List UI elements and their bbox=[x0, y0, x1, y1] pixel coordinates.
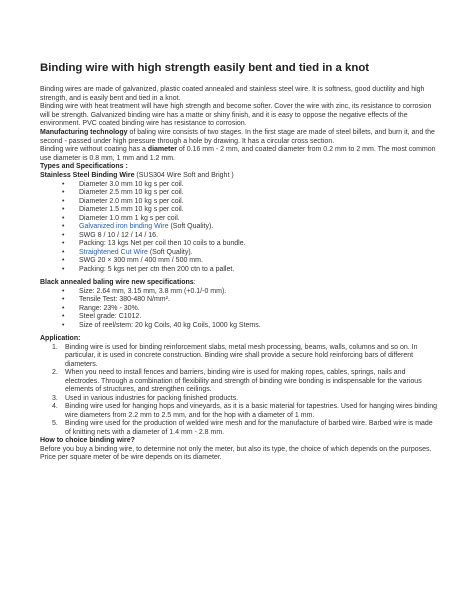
list-item: • Tensile Test: 380-480 N/mm². bbox=[79, 296, 438, 305]
list-item bbox=[52, 395, 438, 404]
list-item: • SWG 8 / 10 / 12 / 14 / 16. bbox=[79, 232, 438, 241]
intro-paragraph-2: Binding wire with heat treatment will have high strength and become softer. Cover the wire with zinc, its resistance to corrosion will be strength. Galvanized binding wire has a matte or shiny finish, and it is easy to oppose the negative effects of the environment. PVC coated binding wire has resistance to corrosion. bbox=[40, 103, 432, 128]
item-number: 5. bbox=[52, 420, 58, 428]
galvanized-wire-link[interactable]: Galvanized iron binding Wire bbox=[79, 223, 169, 231]
item-text: Binding wire used for hanging hops and vineyards, as it is a basic material for tapestries. Used for hanging wires binding wire diameters from 2.2 mm to 2.5 mm, and for the hop with a diameter of 1 mm. bbox=[65, 403, 437, 419]
list-item: • Diameter 1.5 mm 10 kg s per coil. bbox=[79, 206, 438, 215]
list-item: • Packing: 13 kgs Net per coil then 10 coils to a bundle. bbox=[79, 240, 438, 249]
choose-heading: How to choice binding wire? bbox=[40, 437, 135, 445]
list-item bbox=[52, 420, 438, 437]
item-number: 3. bbox=[52, 394, 58, 402]
item-number: 1. bbox=[52, 343, 58, 351]
black-annealed-colon: : bbox=[193, 279, 196, 287]
page-title: Binding wire with high strength easily bent and tied in a knot bbox=[40, 62, 370, 74]
list-item bbox=[52, 369, 438, 395]
black-annealed-heading bbox=[40, 279, 438, 288]
list-item bbox=[79, 249, 438, 258]
list-item bbox=[79, 223, 438, 232]
intro-paragraph-1: Binding wires are made of galvanized, plastic coated annealed and stainless steel wire. It is softness, good ductility and high strength, and is easily bent and tied in a knot. bbox=[40, 86, 425, 102]
stainless-heading bbox=[40, 172, 438, 181]
manufacturing-text: of baling wire consists of two stages. In the first stage are made of steel billets, and burn it, and the second - passed under high pressure through a hole by drawing. It has a circular cross section. bbox=[40, 128, 435, 145]
stainless-list bbox=[40, 181, 438, 275]
application-heading: Application: bbox=[40, 335, 81, 343]
list-item: • Diameter 3.0 mm 10 kg s per coil. bbox=[79, 181, 438, 190]
list-item: • Size: 2.64 mm, 3.15 mm, 3.8 mm (+0.1/-0 mm). bbox=[79, 288, 438, 297]
list-item bbox=[52, 403, 438, 420]
list-item bbox=[52, 344, 438, 370]
list-item: • Diameter 2.5 mm 10 kg s per coil. bbox=[79, 189, 438, 198]
item-number: 2. bbox=[52, 369, 58, 377]
item-text: Binding wire is used for binding reinforcement slabs, metal mesh processing, beams, walls, columns and so on. In particular, it is used in concrete construction. Binding wire shall provide a secure hold reinforcing bars of different diameters. bbox=[65, 343, 418, 368]
cut-wire-suffix: (Soft Quality). bbox=[147, 248, 193, 256]
list-item: • Diameter 1.0 mm 1 kg s per coil. bbox=[79, 215, 438, 224]
item-text: Used in various industries for packing finished products. bbox=[65, 394, 239, 402]
diameter-label: diameter bbox=[147, 146, 177, 154]
list-item: • Packing: 5 kgs net per ctn then 200 ctn to a pallet. bbox=[79, 266, 438, 275]
application-list bbox=[40, 344, 438, 438]
list-item: • Steel grade: C1012. bbox=[79, 313, 438, 322]
item-text: When you need to install fences and barriers, binding wire is used for making ropes, cables, springs, nails and electrodes. Through a combination of flexibility and strength of binding wire bonding is indispensable for the various elements of structures, and strengthen ceilings. bbox=[65, 369, 422, 394]
item-text: Binding wire used for the production of welded wire mesh and for the manufacture of barbed wire. Barbed wire is made of knitting nets with a diameter of 1.4 mm - 2.8 mm. bbox=[65, 420, 433, 436]
straightened-cut-wire-link[interactable]: Straightened Cut Wire bbox=[79, 248, 148, 256]
manufacturing-label: Manufacturing technology bbox=[40, 128, 128, 136]
diameter-pre: Binding wire without coating has a bbox=[40, 146, 148, 154]
stainless-suffix: (SUS304 Wire Soft and Bright ) bbox=[134, 171, 234, 179]
black-annealed-label: Black annealed baling wire new specifications bbox=[40, 279, 194, 287]
list-item: • Size of reel/stem: 20 kg Coils, 40 kg Coils, 1000 kg Stems. bbox=[79, 322, 438, 331]
list-item: • Diameter 2.0 mm 10 kg s per coil. bbox=[79, 198, 438, 207]
item-number: 4. bbox=[52, 403, 58, 411]
list-item: • SWG 20 × 300 mm / 400 mm / 500 mm. bbox=[79, 257, 438, 266]
types-heading: Types and Specifications : bbox=[40, 163, 128, 171]
galvanized-suffix: (Soft Quality). bbox=[168, 223, 214, 231]
list-item: • Range: 23% - 30%. bbox=[79, 305, 438, 314]
black-annealed-list bbox=[40, 288, 438, 331]
diameter-paragraph bbox=[40, 146, 438, 163]
diameter-post: of 0.16 mm - 2 mm, and coated diameter from 0.2 mm to 2 mm. The most common use diameter is 0.8 mm, 1 mm and 1.2 mm. bbox=[40, 146, 436, 162]
document-page bbox=[40, 62, 438, 463]
choose-paragraph: Before you buy a binding wire, to determine not only the meter, but also its type, the choice of which depends on the purposes. Price per square meter of be wire depends on its diameter. bbox=[40, 445, 432, 462]
stainless-label: Stainless Steel Binding Wire bbox=[40, 171, 135, 179]
manufacturing-paragraph bbox=[40, 129, 438, 146]
